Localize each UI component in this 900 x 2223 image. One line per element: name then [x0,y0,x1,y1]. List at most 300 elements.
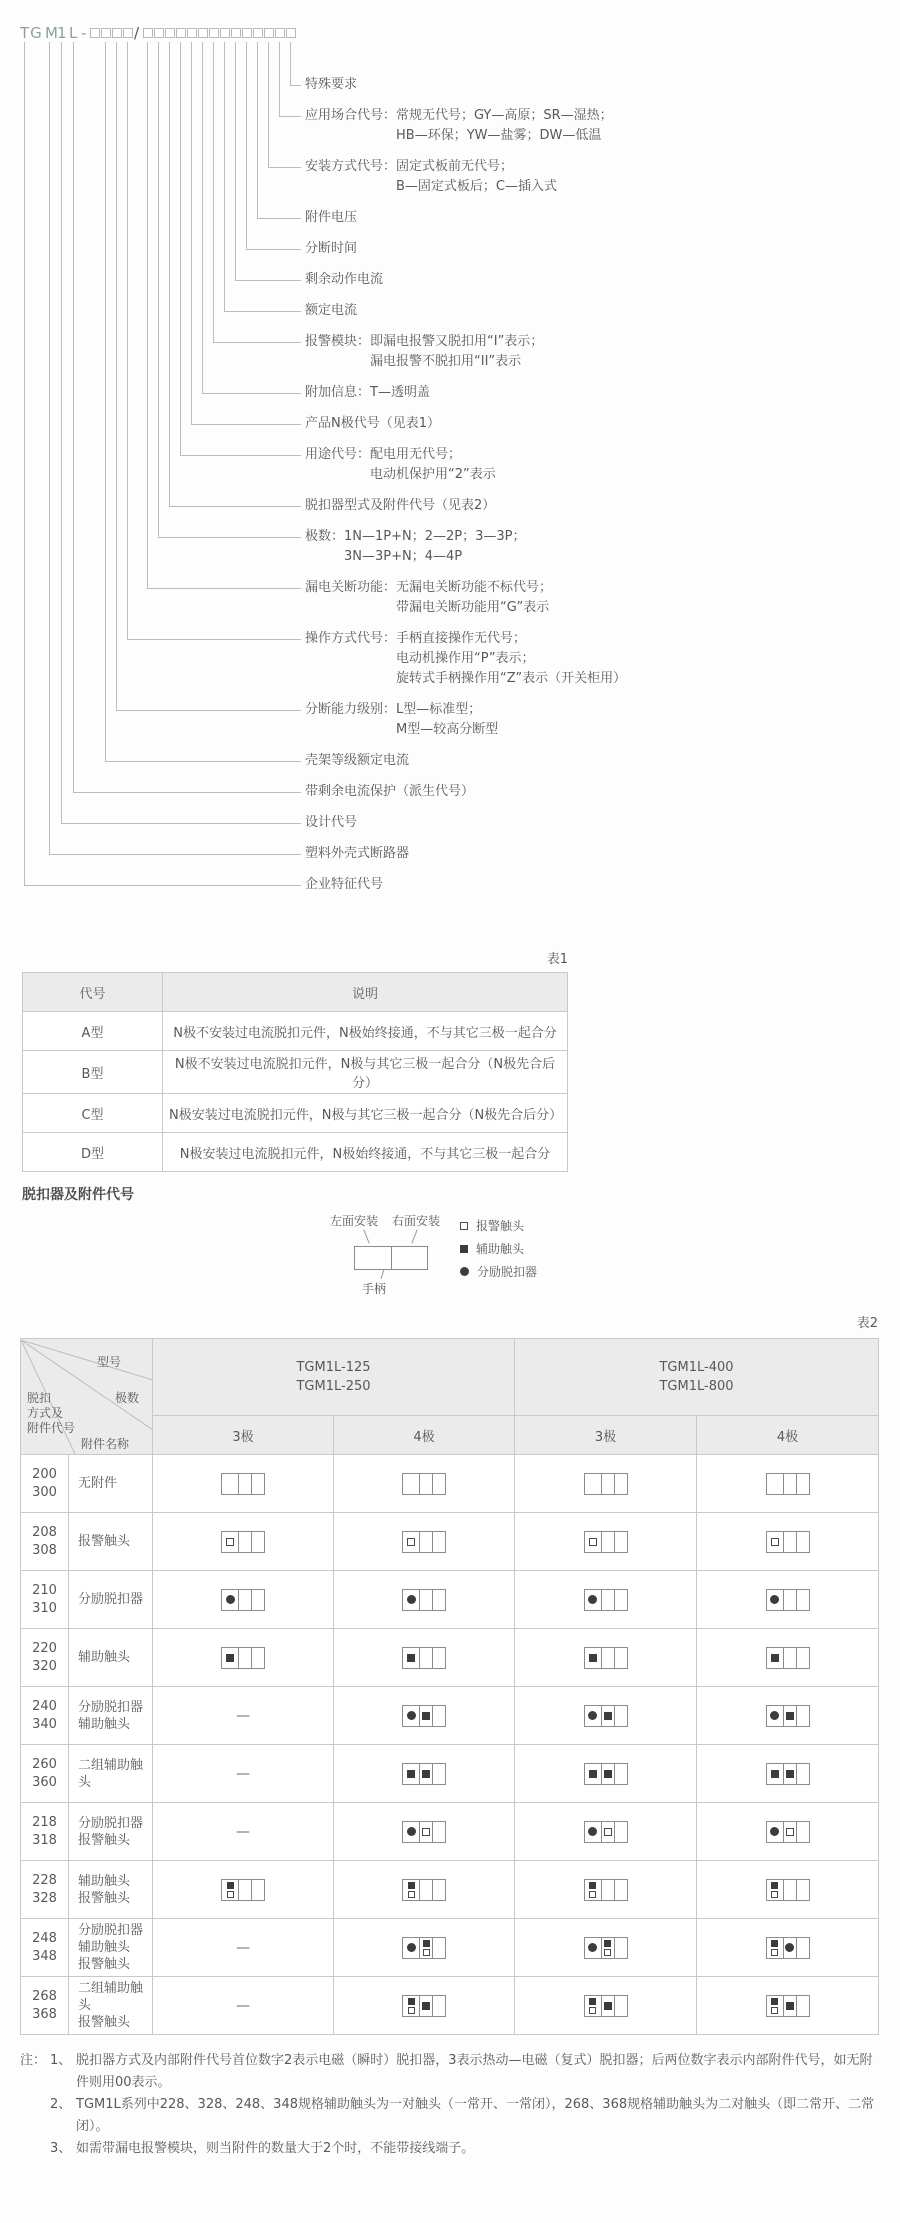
designation-label: 产品N极代号（见表1） [305,416,440,431]
pole-compartment [403,1590,420,1610]
auxiliary-contact-symbol [771,1654,779,1662]
left-pointer-line [363,1229,370,1243]
stacked-aux-alarm-symbol [408,1998,415,2014]
shunt-release-symbol [588,1827,597,1836]
model-code-char: - [81,24,88,42]
pole-compartment [433,1706,445,1726]
pole-compartment [222,1532,239,1552]
pole-compartment [602,1590,615,1610]
pole-compartment [767,1474,784,1494]
shunt-release-symbol [588,1943,597,1952]
pole-compartment [585,1590,602,1610]
shunt-release-symbol [226,1595,235,1604]
pole-compartment [784,1880,797,1900]
attachment-row [21,1861,879,1919]
table1-header-row [23,973,568,1012]
pole-compartment [433,1938,445,1958]
table2-header [21,1339,879,1455]
stacked-aux-alarm-symbol [227,1882,234,1898]
pole-compartment [767,1880,784,1900]
pole-compartment [585,1938,602,1958]
configuration-cell [697,1919,879,1977]
footnote-item [50,2138,884,2160]
configuration-cell [153,1687,334,1745]
attachment-name-cell: 辅助触头 报警触头 [69,1861,153,1919]
designation-label: 操作方式代号：手柄直接操作无代号； 电动机操作用“P”表示； 旋转式手柄操作用“Z”表示（开关柜用） [305,631,627,686]
configuration-cell [697,1455,879,1513]
alarm-contact-symbol [423,1949,430,1956]
trip-code-cell: 220 320 [21,1629,69,1687]
legend-label: 分励脱扣器 [477,1265,538,1279]
auxiliary-contact-symbol [423,1940,430,1947]
model-code-box [112,28,122,38]
pole-compartment [615,1590,627,1610]
configuration-cell [153,1571,334,1629]
breaker-pictogram [766,1705,810,1727]
alarm-contact-symbol [786,1828,794,1836]
pole-compartment [784,1648,797,1668]
pole-compartment [403,1996,420,2016]
configuration-cell [515,1861,697,1919]
alarm-contact-symbol [408,1891,415,1898]
trip-code-cell: 210 310 [21,1571,69,1629]
configuration-cell [334,1919,515,1977]
pole-compartment [784,1706,797,1726]
configuration-cell [697,1513,879,1571]
pole-compartment [433,1474,445,1494]
pole-compartment [615,1880,627,1900]
footnote-text: TGM1L系列中228、328、248、348规格辅助触头为一对触头（一常开、一常闭），268、368规格辅助触头为二对触头（即二常开、二常闭）。 [76,2097,875,2134]
n-pole-type-row [23,1012,568,1051]
auxiliary-contact-symbol [604,2002,612,2010]
model-code-char: 1 [57,24,68,42]
designation-label: 分断能力级别：L型—标准型； M型—较高分断型 [305,702,499,737]
pole-compartment [784,1532,797,1552]
pole-compartment [602,1764,615,1784]
pole-compartment [615,1996,627,2016]
breaker-pictogram [221,1531,265,1553]
model-code-char: TG [20,24,43,42]
designation-label: 报警模块：即漏电报警又脱扣用“I”表示； 漏电报警不脱扣用“II”表示 [305,334,544,369]
table1-caption: 表1 [546,952,568,967]
configuration-cell [515,1629,697,1687]
right-mount-label: 右面安装 [392,1214,441,1228]
auxiliary-contact-symbol [408,1998,415,2005]
pole-compartment [585,1764,602,1784]
attachment-row [21,1687,879,1745]
pole-compartment [222,1474,239,1494]
auxiliary-contact-symbol [771,1998,778,2005]
attachment-row [21,1455,879,1513]
auxiliary-contact-symbol [407,1654,415,1662]
corner-trip-code-label: 方式及 [27,1405,64,1420]
auxiliary-contact-symbol [786,2002,794,2010]
breaker-pictogram [221,1473,265,1495]
model-designation-diagram [0,0,900,945]
model-code-box [90,28,100,38]
pole-compartment [433,1764,445,1784]
breaker-pictogram [221,1647,265,1669]
trip-unit-attachment-table [20,1338,879,2035]
pole-compartment [767,1938,784,1958]
alarm-contact-symbol [589,1538,597,1546]
breaker-pictogram [766,1937,810,1959]
breaker-outline [354,1246,428,1270]
pole-compartment [420,1764,433,1784]
pole-compartment [602,1822,615,1842]
stacked-aux-alarm-symbol [771,1940,778,1956]
designation-label: 用途代号：配电用无代号； 电动机保护用“2”表示 [305,447,496,482]
pole-compartment [602,1880,615,1900]
pole-compartment [239,1648,252,1668]
model-name: TGM1L-800 [659,1379,734,1394]
trip-code-cell: 208 308 [21,1513,69,1571]
legend-label: 辅助触头 [476,1242,525,1256]
not-available-dash: — [236,1765,250,1782]
pole-compartment [585,1822,602,1842]
auxiliary-contact-symbol [589,1770,597,1778]
footnote-list [50,2050,884,2160]
attachment-name-cell: 分励脱扣器 [69,1571,153,1629]
pole-compartment [784,1764,797,1784]
footnote-marker: 2、 [50,2097,72,2112]
footnote-marker: 3、 [50,2141,72,2156]
alarm-contact-symbol [604,1949,611,1956]
designation-label: 附件电压 [305,210,358,225]
auxiliary-contact-symbol [786,1712,794,1720]
pole-compartment [239,1590,252,1610]
breaker-pictogram [584,1995,628,2017]
model-code-box [264,28,274,38]
type-description-cell: N极不安装过电流脱扣元件，N极始终接通，不与其它三极一起合分 [163,1012,568,1051]
n-pole-type-row [23,1133,568,1172]
alarm-contact-symbol [771,1538,779,1546]
configuration-cell [153,1455,334,1513]
pole-count-header: 3极 [515,1416,697,1455]
pole-compartment [252,1532,264,1552]
pole-compartment [767,1764,784,1784]
auxiliary-contact-symbol [771,1940,778,1947]
breaker-pictogram [766,1821,810,1843]
pole-compartment [433,1996,445,2016]
corner-model-label: 型号 [97,1354,122,1369]
model-code-box [198,28,208,38]
model-code-char: M [45,24,59,42]
model-group-header [515,1339,879,1416]
pole-compartment [602,1648,615,1668]
pole-compartment [797,1532,809,1552]
pole-compartment [403,1532,420,1552]
configuration-cell [515,1571,697,1629]
breaker-pictogram [402,1589,446,1611]
handle-pointer-line [380,1269,384,1279]
pole-compartment [222,1648,239,1668]
shunt-release-symbol [588,1711,597,1720]
pole-compartment [585,1532,602,1552]
pole-compartment [403,1764,420,1784]
footnote-text: 脱扣器方式及内部附件代号首位数字2表示电磁（瞬时）脱扣器，3表示热动—电磁（复式）脱扣器；后两位数字表示内部附件代号，如无附件则用00表示。 [76,2053,873,2090]
auxiliary-contact-symbol [771,1770,779,1778]
designation-label: 特殊要求 [305,77,358,92]
designation-label: 剩余动作电流 [305,272,384,287]
pole-compartment [239,1474,252,1494]
breaker-pictogram [584,1589,628,1611]
alarm-contact-symbol [422,1828,430,1836]
configuration-cell [153,1803,334,1861]
footnote-text: 如需带漏电报警模块，则当附件的数量大于2个时，不能带接线端子。 [76,2141,475,2156]
breaker-pictogram [402,1937,446,1959]
breaker-pictogram [766,1879,810,1901]
model-code-box [220,28,230,38]
auxiliary-contact-symbol [604,1940,611,1947]
mounting-diagram [330,1212,460,1298]
corner-trip-code-label: 脱扣 [27,1390,52,1405]
type-code-cell: C型 [23,1094,163,1133]
breaker-pictogram [584,1763,628,1785]
right-pointer-line [411,1229,418,1243]
stacked-aux-alarm-symbol [771,1882,778,1898]
footnotes [20,2050,884,2160]
configuration-cell [697,1687,879,1745]
configuration-cell [515,1803,697,1861]
alarm-contact-symbol [407,1538,415,1546]
configuration-cell [153,1513,334,1571]
auxiliary-contact-symbol [589,1654,597,1662]
breaker-pictogram [584,1531,628,1553]
breaker-pictogram [766,1647,810,1669]
breaker-pictogram [221,1589,265,1611]
legend-item [460,1237,537,1260]
attachment-name-cell: 报警触头 [69,1513,153,1571]
breaker-pictogram [402,1821,446,1843]
pole-count-header: 3极 [153,1416,334,1455]
pole-compartment [239,1880,252,1900]
pole-compartment [615,1706,627,1726]
footnote-marker: 1、 [50,2053,72,2068]
table1-column-header: 说明 [163,973,568,1012]
configuration-cell [153,1977,334,2035]
right-mount-slot [392,1247,428,1269]
stacked-aux-alarm-symbol [408,1882,415,1898]
pole-compartment [797,1706,809,1726]
pole-compartment [615,1938,627,1958]
table1-header [23,973,568,1012]
pole-compartment [797,1938,809,1958]
shunt-release-symbol [460,1267,469,1276]
configuration-cell [334,1687,515,1745]
designation-label: 应用场合代号：常规无代号；GY—高原；SR—湿热； HB—环保；YW—盐雾；DW—低温 [305,108,613,143]
legend-item [460,1260,537,1283]
stacked-aux-alarm-symbol [589,1882,596,1898]
stacked-aux-alarm-symbol [423,1940,430,1956]
pole-compartment [433,1822,445,1842]
stacked-aux-alarm-symbol [771,1998,778,2014]
model-name: TGM1L-250 [296,1379,371,1394]
configuration-cell [515,1977,697,2035]
model-name: TGM1L-400 [659,1360,734,1375]
auxiliary-contact-symbol [771,1882,778,1889]
pole-compartment [403,1822,420,1842]
pole-compartment [615,1822,627,1842]
left-mount-slot [355,1247,392,1269]
breaker-pictogram [766,1531,810,1553]
designation-label: 设计代号 [305,815,358,830]
pole-compartment [420,1590,433,1610]
attachment-row [21,1513,879,1571]
alarm-contact-symbol [226,1538,234,1546]
model-code-box [143,28,153,38]
pole-compartment [420,1706,433,1726]
attachment-name-cell: 二组辅助触头 [69,1745,153,1803]
trip-code-cell: 268 368 [21,1977,69,2035]
configuration-cell [334,1861,515,1919]
shunt-release-symbol [770,1711,779,1720]
pole-compartment [433,1880,445,1900]
configuration-cell [334,1513,515,1571]
attachment-name-cell: 分励脱扣器 辅助触头 报警触头 [69,1919,153,1977]
auxiliary-contact-symbol [604,1770,612,1778]
alarm-contact-symbol [604,1828,612,1836]
shunt-release-symbol [407,1595,416,1604]
type-code-cell: A型 [23,1012,163,1051]
attachment-row [21,1571,879,1629]
pole-compartment [602,1706,615,1726]
pole-count-header: 4极 [334,1416,515,1455]
designation-label: 企业特征代号 [305,877,384,892]
pole-compartment [222,1880,239,1900]
pole-compartment [403,1474,420,1494]
trip-code-cell: 218 318 [21,1803,69,1861]
pole-compartment [433,1532,445,1552]
pole-compartment [797,1648,809,1668]
attachment-name-cell: 辅助触头 [69,1629,153,1687]
corner-poles-label: 极数 [115,1390,140,1405]
configuration-cell [153,1919,334,1977]
type-description-cell: N极安装过电流脱扣元件，N极与其它三极一起合分（N极先合后分） [163,1094,568,1133]
auxiliary-contact-symbol [408,1882,415,1889]
shunt-release-symbol [407,1711,416,1720]
pole-compartment [767,1590,784,1610]
breaker-pictogram [766,1995,810,2017]
breaker-pictogram [584,1821,628,1843]
designation-label: 分断时间 [305,241,358,256]
auxiliary-contact-symbol [227,1882,234,1889]
breaker-pictogram [402,1879,446,1901]
breaker-pictogram [221,1879,265,1901]
trip-code-cell: 240 340 [21,1687,69,1745]
model-code-box [176,28,186,38]
pole-compartment [252,1880,264,1900]
configuration-cell [697,1629,879,1687]
model-code-box [187,28,197,38]
model-code-box [286,28,296,38]
breaker-pictogram [402,1531,446,1553]
pole-compartment [615,1474,627,1494]
pole-compartment [767,1996,784,2016]
table2-caption: 表2 [856,1316,878,1331]
shunt-release-symbol [407,1827,416,1836]
breaker-pictogram [402,1995,446,2017]
auxiliary-contact-symbol [604,1712,612,1720]
configuration-cell [697,1861,879,1919]
pole-compartment [420,1532,433,1552]
pole-compartment [767,1822,784,1842]
alarm-contact-symbol [460,1222,468,1230]
configuration-cell [515,1455,697,1513]
pole-compartment [420,1648,433,1668]
pole-compartment [615,1532,627,1552]
shunt-release-symbol [588,1595,597,1604]
not-available-dash: — [236,1823,250,1840]
table2-header-row [21,1339,879,1416]
pole-compartment [433,1590,445,1610]
pole-compartment [797,1880,809,1900]
attachment-row [21,1629,879,1687]
pole-compartment [784,1590,797,1610]
model-code-box [231,28,241,38]
auxiliary-contact-symbol [226,1654,234,1662]
table1-body [23,1012,568,1172]
stacked-aux-alarm-symbol [604,1940,611,1956]
pole-compartment [222,1590,239,1610]
attachment-name-cell: 二组辅助触头 报警触头 [69,1977,153,2035]
footnote-item [50,2050,884,2094]
configuration-cell [334,1455,515,1513]
auxiliary-contact-symbol [422,1712,430,1720]
pole-compartment [252,1474,264,1494]
configuration-cell [697,1571,879,1629]
configuration-cell [334,1977,515,2035]
pole-compartment [403,1938,420,1958]
pole-compartment [239,1532,252,1552]
pole-compartment [767,1648,784,1668]
designation-label: 安装方式代号：固定式板前无代号； B—固定式板后；C—插入式 [305,159,557,194]
model-code-box [165,28,175,38]
trip-code-cell: 248 348 [21,1919,69,1977]
auxiliary-contact-symbol [589,1882,596,1889]
shunt-release-symbol [785,1943,794,1952]
trip-code-cell: 228 328 [21,1861,69,1919]
breaker-pictogram [584,1705,628,1727]
pole-compartment [797,1590,809,1610]
designation-label: 壳架等级额定电流 [305,753,410,768]
pole-compartment [784,1938,797,1958]
alarm-contact-symbol [771,1891,778,1898]
configuration-cell [334,1745,515,1803]
auxiliary-contact-symbol [786,1770,794,1778]
not-available-dash: — [236,1997,250,2014]
pole-compartment [585,1880,602,1900]
shunt-release-symbol [770,1595,779,1604]
breaker-pictogram [584,1647,628,1669]
section-title: 脱扣器及附件代号 [22,1187,134,1203]
not-available-dash: — [236,1939,250,1956]
model-code-box [209,28,219,38]
trip-code-cell: 200 300 [21,1455,69,1513]
designation-label: 额定电流 [305,303,358,318]
pole-compartment [420,1996,433,2016]
designation-connector-line [24,42,301,886]
n-pole-type-row [23,1094,568,1133]
attachment-name-cell: 分励脱扣器 辅助触头 [69,1687,153,1745]
breaker-pictogram [766,1589,810,1611]
pole-compartment [797,1822,809,1842]
attachment-row [21,1919,879,1977]
handle-label: 手柄 [362,1282,387,1296]
pole-compartment [797,1764,809,1784]
stacked-aux-alarm-symbol [589,1998,596,2014]
attachment-row [21,1745,879,1803]
